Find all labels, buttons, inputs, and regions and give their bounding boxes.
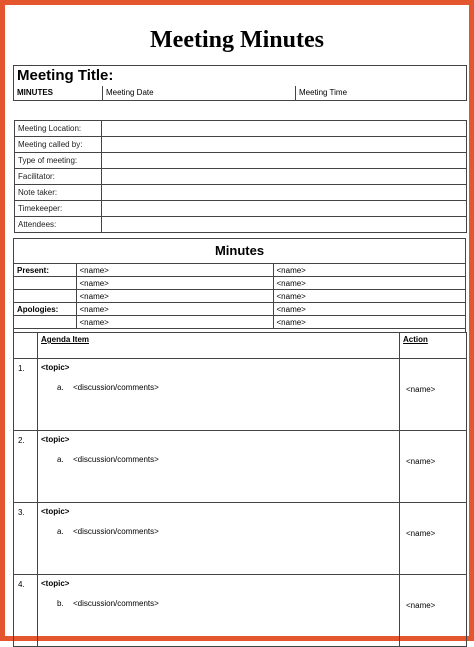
agenda-number: 2. [14, 431, 38, 503]
field-value[interactable] [102, 153, 467, 169]
meeting-title-label[interactable]: Meeting Title: [14, 66, 467, 86]
field-value[interactable] [102, 185, 467, 201]
list-letter: a. [57, 455, 64, 464]
discussion-line[interactable] [57, 599, 396, 608]
empty-label-cell [14, 316, 76, 329]
document-title: Meeting Minutes [150, 27, 324, 53]
agenda-topic-cell[interactable] [38, 431, 400, 503]
meeting-time-header[interactable]: Meeting Time [296, 86, 467, 101]
present-name[interactable]: <name> [76, 290, 273, 303]
field-value[interactable] [102, 169, 467, 185]
agenda-topic[interactable]: <topic> [41, 507, 70, 516]
present-name[interactable]: <name> [273, 290, 465, 303]
field-label: Timekeeper: [15, 201, 102, 217]
discussion-text[interactable]: <discussion/comments> [73, 383, 159, 392]
agenda-topic[interactable]: <topic> [41, 579, 70, 588]
minutes-header: MINUTES [14, 86, 103, 101]
present-name[interactable]: <name> [76, 277, 273, 290]
agenda-topic-cell[interactable] [38, 503, 400, 575]
present-name[interactable]: <name> [76, 264, 273, 277]
discussion-text[interactable]: <discussion/comments> [73, 527, 159, 536]
apologies-name[interactable]: <name> [76, 303, 273, 316]
agenda-topic-cell[interactable] [38, 575, 400, 647]
list-letter: a. [57, 527, 64, 536]
attendance-table [14, 263, 466, 329]
discussion-text[interactable]: <discussion/comments> [73, 599, 159, 608]
field-label: Meeting called by: [15, 137, 102, 153]
apologies-name[interactable]: <name> [273, 316, 465, 329]
agenda-row [14, 359, 467, 431]
field-label: Type of meeting: [15, 153, 102, 169]
agenda-number: 3. [14, 503, 38, 575]
field-label: Note taker: [15, 185, 102, 201]
field-label: Facilitator: [15, 169, 102, 185]
minutes-heading: Minutes [214, 243, 265, 258]
present-name[interactable]: <name> [273, 264, 465, 277]
action-owner[interactable]: <name> [400, 431, 467, 503]
list-letter: a. [57, 383, 64, 392]
discussion-line[interactable] [57, 383, 396, 392]
apologies-name[interactable]: <name> [76, 316, 273, 329]
list-letter: b. [57, 599, 64, 608]
meeting-title-table [13, 65, 467, 101]
agenda-number: 1. [14, 359, 38, 431]
action-owner[interactable]: <name> [400, 503, 467, 575]
present-name[interactable]: <name> [273, 277, 465, 290]
action-owner[interactable]: <name> [400, 575, 467, 647]
field-value[interactable] [102, 121, 467, 137]
discussion-line[interactable] [57, 455, 396, 464]
agenda-topic[interactable]: <topic> [41, 363, 70, 372]
field-label: Meeting Location: [15, 121, 102, 137]
agenda-row [14, 575, 467, 647]
agenda-row [14, 431, 467, 503]
meeting-details-table [14, 120, 467, 233]
agenda-row [14, 503, 467, 575]
agenda-topic[interactable]: <topic> [41, 435, 70, 444]
field-label: Attendees: [15, 217, 102, 233]
field-value[interactable] [102, 137, 467, 153]
discussion-line[interactable] [57, 527, 396, 536]
empty-label-cell [14, 277, 76, 290]
meeting-date-header[interactable]: Meeting Date [103, 86, 296, 101]
agenda-table [13, 332, 467, 647]
discussion-text[interactable]: <discussion/comments> [73, 455, 159, 464]
present-label: Present: [14, 264, 76, 277]
apologies-label: Apologies: [14, 303, 76, 316]
agenda-topic-cell[interactable] [38, 359, 400, 431]
apologies-name[interactable]: <name> [273, 303, 465, 316]
agenda-number: 4. [14, 575, 38, 647]
agenda-number-header [14, 333, 38, 359]
empty-label-cell [14, 290, 76, 303]
field-value[interactable] [102, 217, 467, 233]
agenda-item-header: Agenda Item [38, 333, 400, 359]
action-owner[interactable]: <name> [400, 359, 467, 431]
field-value[interactable] [102, 201, 467, 217]
action-header: Action [400, 333, 467, 359]
